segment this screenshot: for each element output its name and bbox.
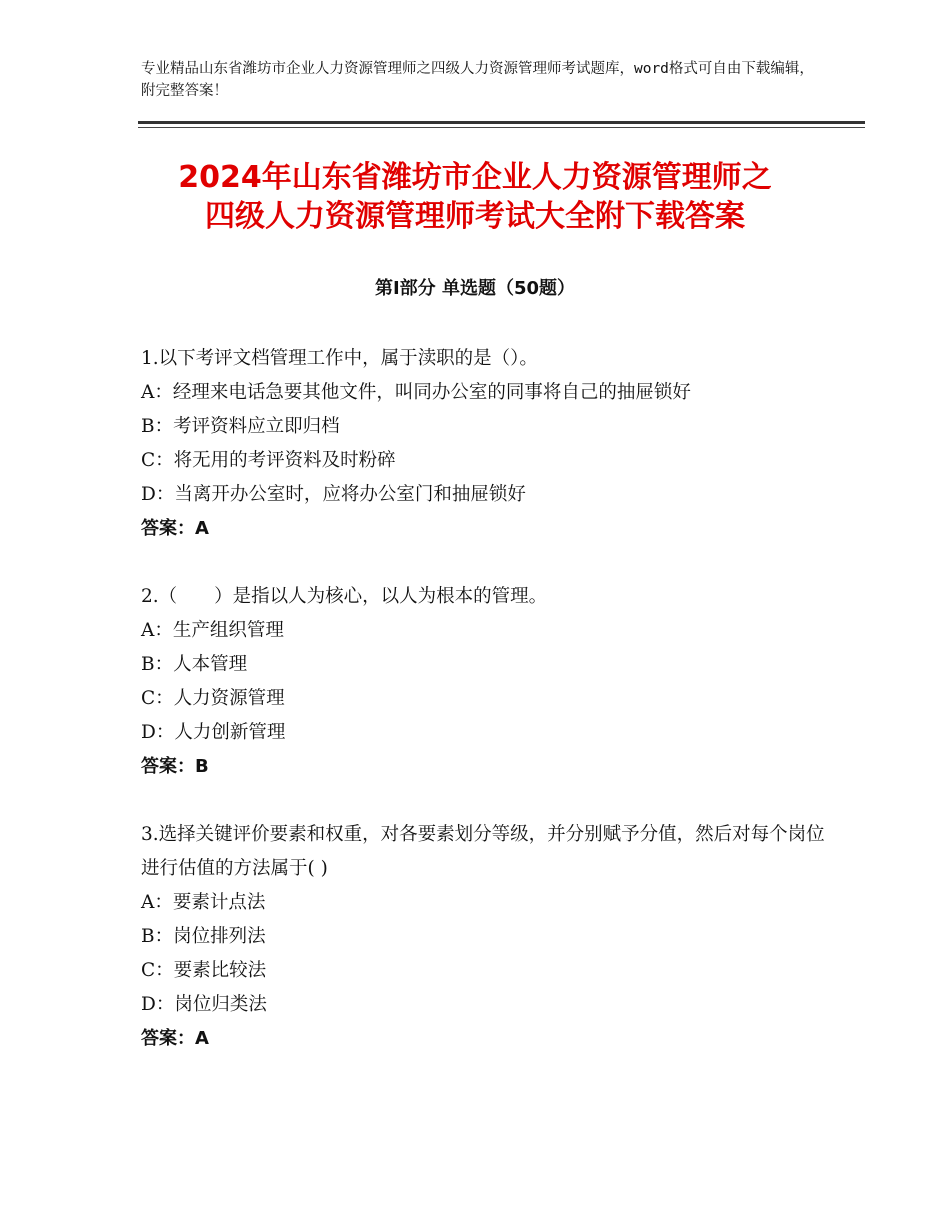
option-a: A：生产组织管理 bbox=[141, 620, 284, 641]
document-title-line-2: 四级人力资源管理师考试大全附下载答案 bbox=[205, 199, 745, 234]
document-title bbox=[90, 158, 860, 236]
option-c: C：人力资源管理 bbox=[141, 688, 285, 709]
answer-value: A bbox=[195, 518, 209, 539]
option-b: B：人本管理 bbox=[141, 654, 248, 675]
question-2 bbox=[141, 580, 841, 784]
question-stem: 1.以下考评文档管理工作中，属于渎职的是（）。 bbox=[141, 348, 538, 369]
option-c: C：要素比较法 bbox=[141, 960, 267, 981]
option-c: C：将无用的考评资料及时粉碎 bbox=[141, 450, 396, 471]
answer-line bbox=[141, 750, 841, 784]
header-note: 专业精品山东省潍坊市企业人力资源管理师之四级人力资源管理师考试题库，word格式可自由下载编辑，附完整答案！ bbox=[141, 61, 814, 99]
answer-value: A bbox=[195, 1028, 209, 1049]
answer-line bbox=[141, 1022, 841, 1056]
header-divider-thick bbox=[138, 121, 865, 124]
question-stem: 3.选择关键评价要素和权重，对各要素划分等级，并分别赋予分值，然后对每个岗位进行估值的方法属于( ) bbox=[141, 824, 825, 879]
question-list bbox=[141, 342, 841, 1090]
option-b: B：岗位排列法 bbox=[141, 926, 266, 947]
option-d: D：岗位归类法 bbox=[141, 994, 267, 1015]
option-d: D：人力创新管理 bbox=[141, 722, 286, 743]
header-divider-thin bbox=[138, 127, 865, 128]
answer-label: 答案： bbox=[141, 518, 195, 539]
question-1 bbox=[141, 342, 841, 546]
option-a: A：经理来电话急要其他文件，叫同办公室的同事将自己的抽屉锁好 bbox=[141, 382, 691, 403]
option-d: D：当离开办公室时，应将办公室门和抽屉锁好 bbox=[141, 484, 526, 505]
option-b: B：考评资料应立即归档 bbox=[141, 416, 340, 437]
question-stem: 2.（ ）是指以人为核心，以人为根本的管理。 bbox=[141, 586, 548, 607]
answer-line bbox=[141, 512, 841, 546]
answer-label: 答案： bbox=[141, 756, 195, 777]
option-a: A：要素计点法 bbox=[141, 892, 266, 913]
answer-label: 答案： bbox=[141, 1028, 195, 1049]
section-title: 第Ⅰ部分 单选题（50题） bbox=[374, 278, 575, 299]
answer-value: B bbox=[195, 756, 209, 777]
document-title-line-1: 2024年山东省潍坊市企业人力资源管理师之 bbox=[178, 160, 772, 195]
question-3 bbox=[141, 818, 841, 1056]
